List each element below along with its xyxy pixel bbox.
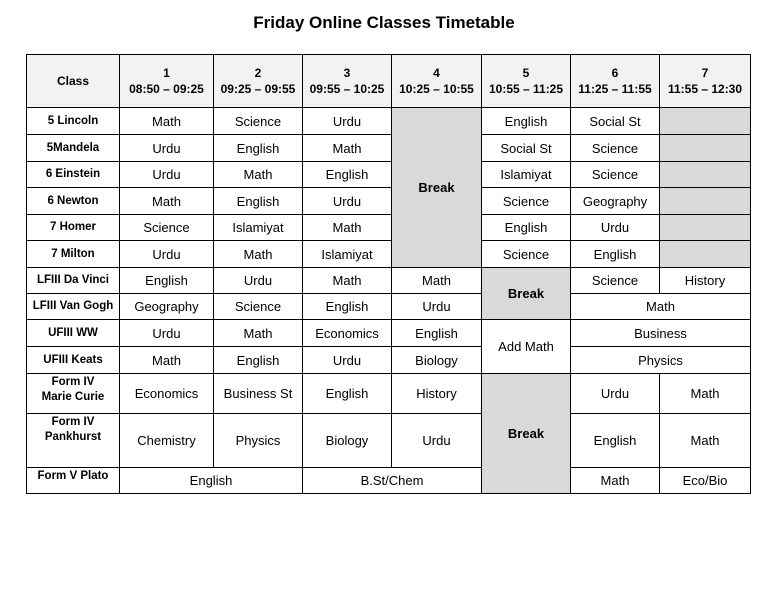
subject-cell: Economics xyxy=(120,374,214,414)
subject-cell: English xyxy=(214,135,303,162)
class-name-line: Form IV xyxy=(51,376,95,388)
period-number: 3 xyxy=(343,66,351,80)
header-row xyxy=(27,55,751,108)
table-row xyxy=(27,374,751,414)
table-row xyxy=(27,135,751,162)
table-row xyxy=(27,162,751,188)
class-name-cell xyxy=(27,374,120,414)
subject-cell: Urdu xyxy=(120,135,214,162)
subject-cell: English xyxy=(214,347,303,374)
subject-cell: English xyxy=(482,215,571,241)
subject-cell: English xyxy=(303,162,392,188)
subject-cell: English xyxy=(571,414,660,468)
subject-cell: Business St xyxy=(214,374,303,414)
subject-cell: Business xyxy=(571,320,751,347)
empty-cell xyxy=(660,215,751,241)
empty-cell xyxy=(660,135,751,162)
subject-cell: Math xyxy=(214,320,303,347)
class-name-cell: 7 Homer xyxy=(27,215,120,241)
subject-cell: Urdu xyxy=(120,162,214,188)
class-name-cell: 5 Lincoln xyxy=(27,108,120,135)
subject-cell: Science xyxy=(120,215,214,241)
period-time: 08:50 – 09:25 xyxy=(129,82,204,96)
subject-cell: Economics xyxy=(303,320,392,347)
table-row xyxy=(27,414,751,468)
subject-cell: Science xyxy=(214,294,303,320)
class-name-cell: 6 Newton xyxy=(27,188,120,215)
period-header-7 xyxy=(660,55,751,108)
period-time: 11:25 – 11:55 xyxy=(578,82,652,96)
period-number: 1 xyxy=(163,66,170,80)
subject-cell: Urdu xyxy=(120,241,214,268)
subject-cell: Math xyxy=(392,268,482,294)
period-header-1 xyxy=(120,55,214,108)
subject-cell: Physics xyxy=(214,414,303,468)
period-number: 6 xyxy=(611,66,619,80)
class-name-cell: UFIII WW xyxy=(27,320,120,347)
break-cell: Break xyxy=(392,108,482,268)
table-row xyxy=(27,188,751,215)
class-name-line: Marie Curie xyxy=(41,391,105,403)
subject-cell: Math xyxy=(214,162,303,188)
subject-cell: History xyxy=(392,374,482,414)
period-number: 4 xyxy=(433,66,440,80)
period-time: 09:25 – 09:55 xyxy=(220,82,296,96)
subject-cell: Urdu xyxy=(392,294,482,320)
subject-cell: Urdu xyxy=(214,268,303,294)
subject-cell: English xyxy=(571,241,660,268)
subject-cell: Urdu xyxy=(303,347,392,374)
subject-cell: Math xyxy=(120,108,214,135)
subject-cell: Physics xyxy=(571,347,751,374)
period-time: 09:55 – 10:25 xyxy=(309,82,385,96)
class-name-cell: LFIII Van Gogh xyxy=(27,294,120,320)
subject-cell: Biology xyxy=(392,347,482,374)
period-header-3 xyxy=(303,55,392,108)
table-row xyxy=(27,320,751,347)
period-number: 7 xyxy=(701,66,709,80)
subject-cell: Science xyxy=(214,108,303,135)
subject-cell: Math xyxy=(120,347,214,374)
subject-cell: English xyxy=(392,320,482,347)
empty-cell xyxy=(660,188,751,215)
subject-cell: English xyxy=(303,374,392,414)
period-header-2 xyxy=(214,55,303,108)
subject-cell: History xyxy=(660,268,751,294)
subject-cell: Geography xyxy=(120,294,214,320)
subject-cell: Social St xyxy=(482,135,571,162)
class-name-cell: 5Mandela xyxy=(27,135,120,162)
subject-cell: Islamiyat xyxy=(303,241,392,268)
subject-cell: Math xyxy=(214,241,303,268)
subject-cell: Geography xyxy=(571,188,660,215)
table-row xyxy=(27,347,751,374)
subject-cell: Islamiyat xyxy=(482,162,571,188)
subject-cell: English xyxy=(303,294,392,320)
subject-cell: Chemistry xyxy=(120,414,214,468)
class-name-line: Form IV xyxy=(51,416,95,428)
class-name-cell: 6 Einstein xyxy=(27,162,120,188)
subject-cell: Science xyxy=(571,135,660,162)
table-row xyxy=(27,215,751,241)
subject-cell: Math xyxy=(660,374,751,414)
subject-cell: Urdu xyxy=(303,188,392,215)
subject-cell: Math xyxy=(120,188,214,215)
break-cell: Break xyxy=(482,268,571,320)
break-cell: Break xyxy=(482,374,571,494)
empty-cell xyxy=(660,241,751,268)
class-name-cell: LFIII Da Vinci xyxy=(27,268,120,294)
empty-cell xyxy=(660,162,751,188)
subject-cell: Biology xyxy=(303,414,392,468)
table-row xyxy=(27,468,751,494)
timetable xyxy=(26,54,751,494)
subject-cell: Math xyxy=(571,294,751,320)
subject-cell: English xyxy=(120,468,303,494)
subject-cell: Math xyxy=(303,135,392,162)
subject-cell: Urdu xyxy=(120,320,214,347)
subject-cell: Science xyxy=(571,268,660,294)
class-name-cell xyxy=(27,414,120,468)
table-row xyxy=(27,108,751,135)
subject-cell: Urdu xyxy=(571,215,660,241)
subject-cell: Urdu xyxy=(303,108,392,135)
period-time: 10:25 – 10:55 xyxy=(399,82,474,96)
page-title: Friday Online Classes Timetable xyxy=(253,13,515,32)
subject-cell: Social St xyxy=(571,108,660,135)
subject-cell: Math xyxy=(571,468,660,494)
period-header-4 xyxy=(392,55,482,108)
empty-cell xyxy=(660,108,751,135)
period-time: 10:55 – 11:25 xyxy=(488,82,564,96)
subject-cell: Science xyxy=(571,162,660,188)
period-number: 2 xyxy=(254,66,262,80)
period-number: 5 xyxy=(522,66,530,80)
subject-cell: Urdu xyxy=(392,414,482,468)
class-name-cell: UFIII Keats xyxy=(27,347,120,374)
subject-cell: Eco/Bio xyxy=(660,468,751,494)
subject-cell: Add Math xyxy=(482,320,571,374)
class-name-cell: 7 Milton xyxy=(27,241,120,268)
subject-cell: Math xyxy=(303,215,392,241)
subject-cell: English xyxy=(214,188,303,215)
table-row xyxy=(27,241,751,268)
subject-cell: English xyxy=(482,108,571,135)
subject-cell: English xyxy=(120,268,214,294)
class-name-line: Pankhurst xyxy=(44,431,102,443)
subject-cell: Science xyxy=(482,188,571,215)
class-name-cell: Form V Plato xyxy=(27,468,120,494)
subject-cell: Math xyxy=(303,268,392,294)
subject-cell: Math xyxy=(660,414,751,468)
period-time: 11:55 – 12:30 xyxy=(667,82,743,96)
class-header: Class xyxy=(27,55,120,108)
table-row xyxy=(27,268,751,294)
subject-cell: Islamiyat xyxy=(214,215,303,241)
subject-cell: Urdu xyxy=(571,374,660,414)
table-row xyxy=(27,294,751,320)
period-header-5 xyxy=(482,55,571,108)
subject-cell: Science xyxy=(482,241,571,268)
period-header-6 xyxy=(571,55,660,108)
subject-cell: B.St/Chem xyxy=(303,468,482,494)
